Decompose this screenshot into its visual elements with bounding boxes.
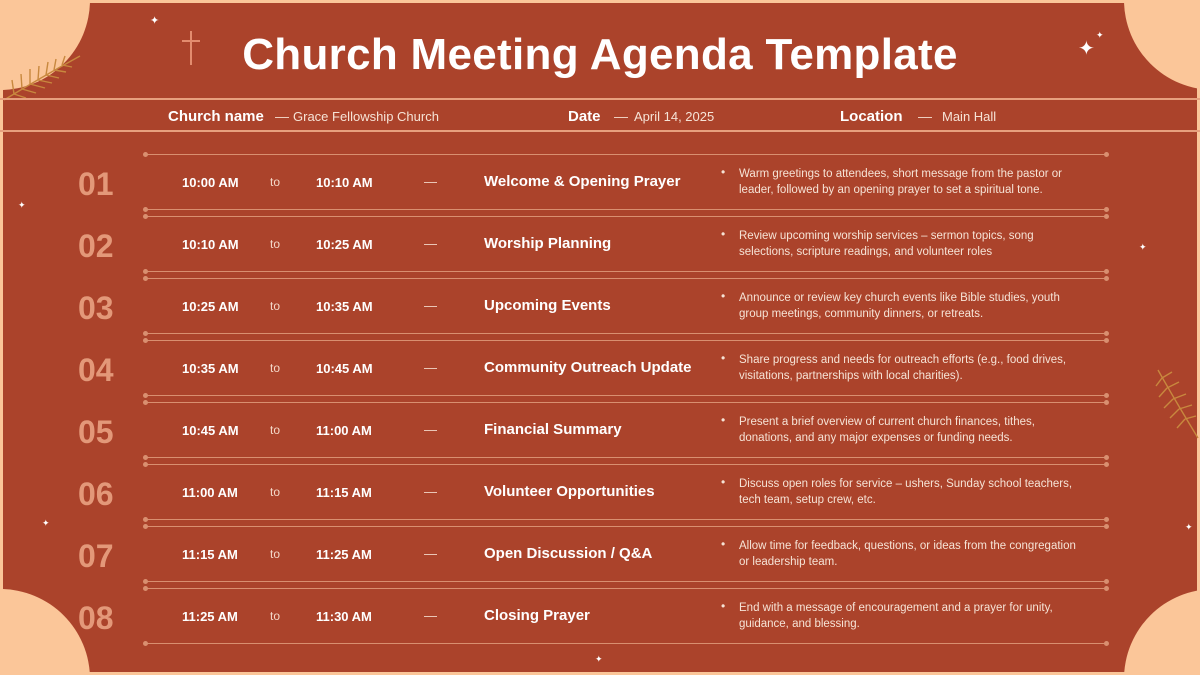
sparkle-icon: ✦	[1139, 242, 1147, 252]
start-time: 11:00 AM	[182, 485, 238, 500]
separator-dash: —	[424, 174, 437, 189]
separator-dash: —	[424, 484, 437, 499]
item-number: 04	[78, 352, 114, 388]
church-name-value: Grace Fellowship Church	[293, 109, 439, 124]
sparkle-icon: ✦	[1096, 30, 1104, 40]
bullet: •	[721, 537, 726, 551]
row-line	[146, 395, 1107, 396]
row-dot	[143, 641, 148, 646]
row-dot	[1104, 269, 1109, 274]
to-label: to	[270, 175, 281, 189]
separator-dash: —	[424, 608, 437, 623]
separator-dash: —	[424, 236, 437, 251]
start-time: 10:35 AM	[182, 361, 239, 376]
sparkle-icon: ✦	[595, 654, 603, 664]
agenda-row	[0, 586, 1200, 648]
sparkle-icon: ✦	[1185, 522, 1193, 532]
row-dot	[1104, 331, 1109, 336]
row-dot	[143, 152, 148, 157]
agenda-row	[0, 524, 1200, 586]
row-dot	[1104, 517, 1109, 522]
row-dot	[1104, 524, 1109, 529]
to-label: to	[270, 237, 281, 251]
to-label: to	[270, 609, 281, 623]
church-name-label: Church name	[168, 108, 264, 125]
location-label: Location	[840, 108, 903, 125]
agenda-topic: Upcoming Events	[484, 297, 611, 314]
row-dot	[143, 524, 148, 529]
row-line	[146, 643, 1107, 644]
row-dot	[143, 586, 148, 591]
end-time: 10:45 AM	[316, 361, 373, 376]
row-dot	[143, 579, 148, 584]
row-dot	[143, 214, 148, 219]
row-dot	[1104, 214, 1109, 219]
row-dot	[1104, 462, 1109, 467]
agenda-row	[0, 276, 1200, 338]
row-dot	[1104, 276, 1109, 281]
agenda-description: Warm greetings to attendees, short message from the pastor or leader, followed by an opening prayer to set a spiritual tone.	[739, 168, 1062, 196]
row-line	[146, 278, 1107, 279]
start-time: 10:25 AM	[182, 299, 239, 314]
row-dot	[143, 269, 148, 274]
sparkle-icon: ✦	[1078, 38, 1095, 60]
start-time: 11:25 AM	[182, 609, 238, 624]
location-value: Main Hall	[942, 109, 997, 124]
row-line	[146, 464, 1107, 465]
header-dash: —	[275, 108, 289, 124]
row-dot	[1104, 400, 1109, 405]
row-line	[146, 402, 1107, 403]
end-time: 11:15 AM	[316, 485, 372, 500]
header-divider-bottom	[0, 130, 1200, 132]
agenda-row	[0, 462, 1200, 524]
agenda-topic: Financial Summary	[484, 421, 622, 438]
row-dot	[1104, 579, 1109, 584]
agenda-description: Review upcoming worship services – sermon topics, song selections, scripture readings, and volunteer roles	[739, 230, 1034, 258]
row-dot	[1104, 338, 1109, 343]
agenda-topic: Community Outreach Update	[484, 359, 692, 376]
row-line	[146, 154, 1107, 155]
row-dot	[143, 517, 148, 522]
agenda-topic: Welcome & Opening Prayer	[484, 173, 681, 190]
date-label: Date	[568, 108, 601, 125]
agenda-description: Share progress and needs for outreach efforts (e.g., food drives, visitations, partnerships with local charities).	[739, 354, 1067, 382]
end-time: 10:35 AM	[316, 299, 373, 314]
header-dash: —	[918, 108, 932, 124]
sparkle-icon: ✦	[42, 518, 50, 528]
agenda-topic: Worship Planning	[484, 235, 612, 252]
row-line	[146, 588, 1107, 589]
row-dot	[143, 207, 148, 212]
header-dash: —	[614, 108, 628, 124]
end-time: 10:25 AM	[316, 237, 373, 252]
bullet: •	[721, 227, 726, 241]
to-label: to	[270, 423, 281, 437]
agenda-row	[0, 400, 1200, 462]
row-dot	[1104, 455, 1109, 460]
agenda-description: Discuss open roles for service – ushers, Sunday school teachers, tech team, setup crew, etc.	[739, 478, 1073, 506]
row-dot	[1104, 393, 1109, 398]
row-line	[146, 271, 1107, 272]
row-line	[146, 519, 1107, 520]
to-label: to	[270, 485, 281, 499]
bullet: •	[721, 413, 726, 427]
row-dot	[1104, 152, 1109, 157]
end-time: 11:30 AM	[316, 609, 372, 624]
header-divider-top	[0, 98, 1200, 100]
agenda-description: Announce or review key church events like Bible studies, youth group meetings, community dinners, or retreats.	[739, 292, 1060, 320]
agenda-description: End with a message of encouragement and a prayer for unity, guidance, and blessing.	[739, 602, 1053, 630]
to-label: to	[270, 361, 281, 375]
agenda-row	[0, 338, 1200, 400]
end-time: 10:10 AM	[316, 175, 373, 190]
start-time: 10:00 AM	[182, 175, 239, 190]
start-time: 10:45 AM	[182, 423, 239, 438]
row-line	[146, 526, 1107, 527]
to-label: to	[270, 299, 281, 313]
page-title: Church Meeting Agenda Template	[242, 30, 958, 79]
row-dot	[1104, 586, 1109, 591]
separator-dash: —	[424, 298, 437, 313]
agenda-topic: Volunteer Opportunities	[484, 483, 655, 500]
row-line	[146, 581, 1107, 582]
row-line	[146, 340, 1107, 341]
row-dot	[143, 393, 148, 398]
start-time: 11:15 AM	[182, 547, 238, 562]
agenda-description: Present a brief overview of current church finances, tithes, donations, and any major expenses or funding needs.	[739, 416, 1035, 444]
start-time: 10:10 AM	[182, 237, 239, 252]
end-time: 11:00 AM	[316, 423, 372, 438]
row-dot	[143, 338, 148, 343]
row-dot	[143, 276, 148, 281]
bullet: •	[721, 289, 726, 303]
row-dot	[143, 455, 148, 460]
separator-dash: —	[424, 360, 437, 375]
row-dot	[1104, 207, 1109, 212]
agenda-description: Allow time for feedback, questions, or ideas from the congregation or leadership team.	[739, 540, 1076, 568]
row-dot	[143, 462, 148, 467]
sparkle-icon: ✦	[150, 15, 160, 27]
agenda-row	[0, 214, 1200, 276]
date-value: April 14, 2025	[634, 109, 715, 124]
item-number: 06	[78, 476, 114, 512]
sparkle-icon: ✦	[18, 200, 26, 210]
row-dot	[1104, 641, 1109, 646]
row-line	[146, 209, 1107, 210]
separator-dash: —	[424, 422, 437, 437]
agenda-topic: Open Discussion / Q&A	[484, 545, 653, 562]
row-line	[146, 216, 1107, 217]
agenda-row	[0, 152, 1200, 214]
row-line	[146, 333, 1107, 334]
item-number: 03	[78, 290, 114, 326]
row-line	[146, 457, 1107, 458]
item-number: 01	[78, 166, 114, 202]
agenda-topic: Closing Prayer	[484, 607, 590, 624]
row-dot	[143, 400, 148, 405]
item-number: 05	[78, 414, 114, 450]
item-number: 07	[78, 538, 114, 574]
bullet: •	[721, 351, 726, 365]
bullet: •	[721, 599, 726, 613]
bullet: •	[721, 165, 726, 179]
to-label: to	[270, 547, 281, 561]
item-number: 02	[78, 228, 114, 264]
row-dot	[143, 331, 148, 336]
item-number: 08	[78, 600, 114, 636]
end-time: 11:25 AM	[316, 547, 372, 562]
bullet: •	[721, 475, 726, 489]
separator-dash: —	[424, 546, 437, 561]
